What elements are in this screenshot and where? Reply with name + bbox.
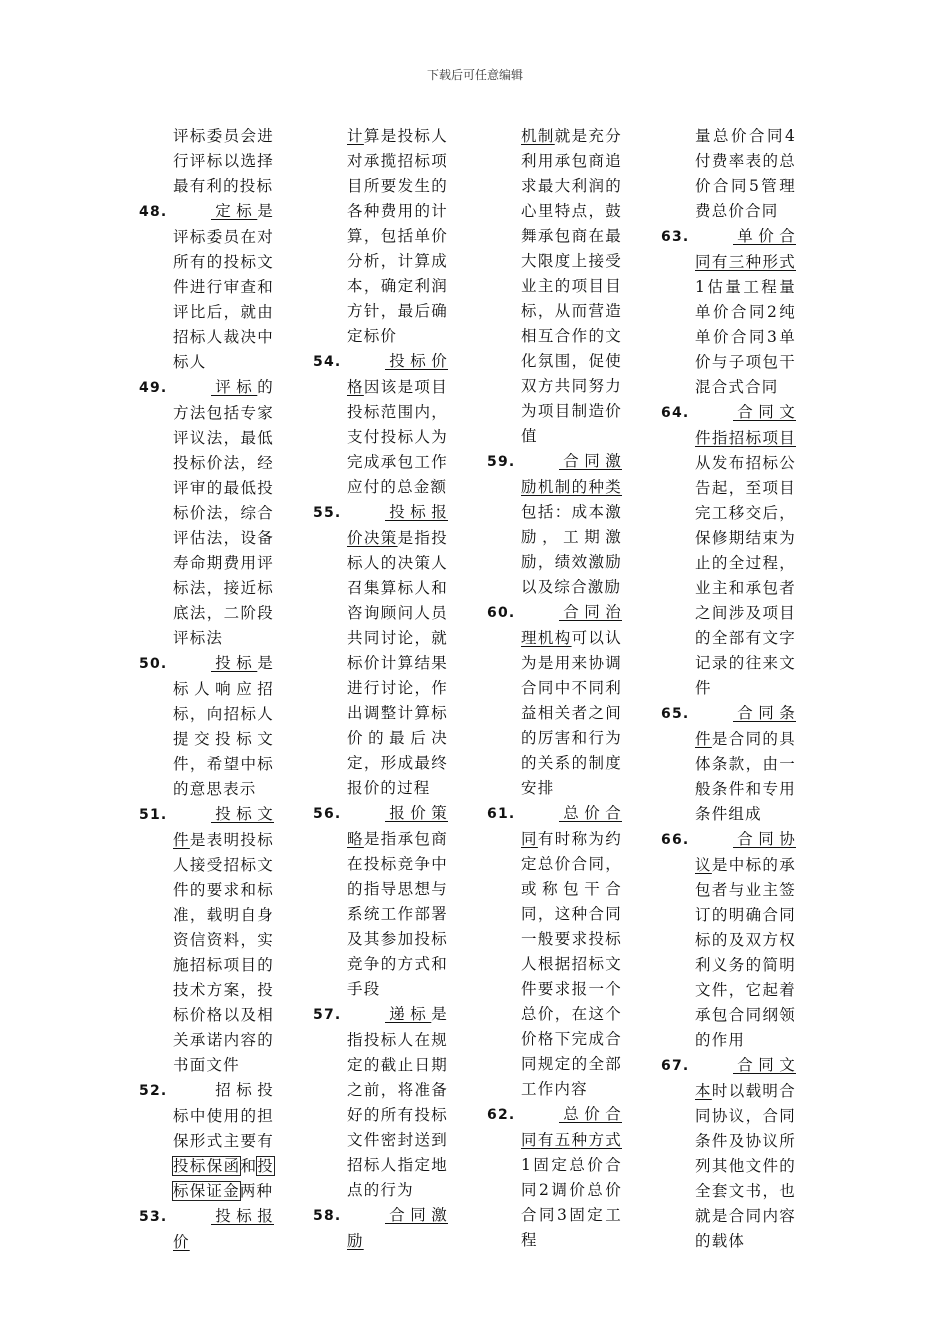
entry-term: 合同激励 — [347, 1206, 448, 1250]
entry-text: 是中标的承包者与业主签订的明确合同标的及双方权利义务的简明文件，它起着承包合同纲领的作用 — [695, 856, 796, 1049]
entry-47-continued: 评标委员会进行评标以选择最有利的投标 — [173, 127, 274, 195]
entry-49 — [139, 375, 274, 651]
entry-67 — [661, 1053, 796, 1254]
entry-number: 65. — [661, 706, 690, 722]
entry-text: 有时称为约定总价合同，或称包干合同，这种合同一般要求投标人根据招标文件要求报一个总价，在这个价格下完成合同规定的全部工作内容 — [521, 830, 622, 1098]
entry-number: 55. — [313, 505, 342, 521]
entry-66 — [661, 827, 796, 1053]
entry-term: 机制 — [521, 127, 555, 145]
entry-60 — [487, 600, 622, 801]
entry-term: 递标 — [385, 1005, 432, 1023]
entry-number: 48. — [139, 204, 168, 220]
entry-54 — [313, 349, 448, 500]
entry-number: 64. — [661, 405, 690, 421]
entry-number: 53. — [139, 1209, 168, 1225]
entry-53-continued — [313, 124, 448, 349]
entry-57 — [313, 1002, 448, 1203]
entry-50 — [139, 651, 274, 802]
entry-text: 和 — [240, 1157, 258, 1175]
entry-number: 50. — [139, 656, 168, 672]
entry-55 — [313, 500, 448, 801]
entry-48 — [139, 199, 274, 375]
entry-term: 合同文本 — [695, 1056, 796, 1100]
entry-number: 56. — [313, 806, 342, 822]
entry-text: 因该是项目投标范围内，支付投标人为完成承包工作应付的总金额 — [347, 378, 448, 496]
entry-term: 投标文件 — [173, 805, 274, 849]
column-2 — [313, 124, 448, 1254]
entry-text: 量总价合同4付费率表的总价合同5管理费总价合同 — [695, 127, 796, 220]
entry-text: 就是充分利用承包商追求最大利润的心里特点，鼓舞承包商在最大限度上接受业主的项目目标，从而营造相互合作的文化氛围，促使双方共同努力为项目制造价值 — [521, 127, 622, 445]
entry-62 — [487, 1102, 622, 1253]
entry-number: 62. — [487, 1107, 516, 1123]
entry-text: 包括：成本激励，工期激励，绩效激励以及综合激励 — [521, 503, 622, 596]
entry-text: 是标人响应招标，向招标人提交投标文件，希望中标的意思表示 — [173, 654, 274, 798]
entry-number: 51. — [139, 807, 168, 823]
entry-52 — [139, 1078, 274, 1204]
entry-term: 投标报价决策 — [347, 503, 448, 547]
entry-text: 是评标委员在对所有的投标文件进行审查和评比后，就由招标人裁决中标人 — [173, 202, 274, 371]
entry-65 — [661, 701, 796, 827]
entry-term-bid-deposit: 投标保证金 — [173, 1157, 274, 1200]
entry-64 — [661, 400, 796, 701]
entry-term: 单价合同有三种形式 — [695, 227, 796, 271]
entry-61 — [487, 801, 622, 1102]
entry-number: 49. — [139, 380, 168, 396]
entry-text: 时以载明合同协议，合同条件及协议所列其他文件的全套文书，也就是合同内容的载体 — [695, 1082, 796, 1250]
entry-text: 1估量工程量单价合同2纯单价合同3单价与子项包干混合式合同 — [695, 278, 796, 396]
entry-text: 从发布招标公告起，至项目完工移交后，保修期结束为止的全过程，业主和承包者之间涉及项目的全部有文字记录的往来文件 — [695, 454, 796, 697]
entry-number: 67. — [661, 1058, 690, 1074]
entry-text: 算是投标人对承揽招标项目所要发生的各种费用的计算，包括单价分析，计算成本，确定利润方针，最后确定标价 — [347, 127, 448, 345]
entry-term: 定标 — [211, 202, 258, 220]
entry-text: 是指投标人的决策人召集算标人和咨询顾问人员共同讨论，就标价计算结果进行讨论，作出调整计算标价的最后决定，形成最终报价的过程 — [347, 529, 448, 797]
entry-text: 是表明投标人接受招标文件的要求和标准，载明自身资信资料，实施招标项目的技术方案，投标价格以及相关承诺内容的书面文件 — [173, 831, 274, 1074]
entry-number: 57. — [313, 1007, 342, 1023]
entry-63 — [661, 224, 796, 400]
entry-term: 计 — [347, 127, 364, 145]
entry-term: 总价合同有五种方式 — [521, 1105, 622, 1149]
column-3 — [487, 124, 622, 1253]
entry-number: 66. — [661, 832, 690, 848]
entry-51 — [139, 802, 274, 1078]
column-1 — [139, 124, 274, 1255]
entry-56 — [313, 801, 448, 1002]
column-4 — [661, 124, 796, 1254]
entry-term: 投标价格 — [347, 352, 448, 396]
entry-term: 报价策略 — [347, 804, 448, 848]
entry-number: 63. — [661, 229, 690, 245]
entry-term: 投标 — [211, 654, 258, 672]
entry-term: 合同激励机制的种类 — [521, 452, 622, 496]
entry-term-bid-bond: 投标保函 — [173, 1157, 241, 1175]
entry-58-continued — [487, 124, 622, 449]
entry-text: 的方法包括专家评议法，最低投标价法，经评审的最低投标价法，综合评估法，设备寿命期费用评标法，接近标底法，二阶段评标法 — [173, 378, 274, 647]
entry-number: 58. — [313, 1208, 342, 1224]
entry-text: 1固定总价合同2调价总价合同3固定工程 — [521, 1156, 622, 1249]
entry-62-continued — [661, 124, 796, 224]
entry-59 — [487, 449, 622, 600]
entry-text: 是指投标人在规定的截止日期之前，将准备好的所有投标文件密封送到招标人指定地点的行为 — [347, 1005, 448, 1199]
entry-number: 54. — [313, 354, 342, 370]
entry-53 — [139, 1204, 274, 1255]
entry-term: 合同治理机构 — [521, 603, 622, 647]
entry-text: 是合同的具体条款，由一般条件和专用条件组成 — [695, 730, 796, 823]
entry-58 — [313, 1203, 448, 1254]
entry-text: 是指承包商在投标竞争中的指导思想与系统工作部署及其参加投标竞争的方式和手段 — [347, 830, 448, 998]
entry-term: 合同文件指招标项目 — [695, 403, 796, 447]
entry-number: 60. — [487, 605, 516, 621]
entry-number: 59. — [487, 454, 516, 470]
entry-term: 总价合同 — [521, 804, 622, 848]
entry-number: 52. — [139, 1083, 168, 1099]
entry-text: 招标投标中使用的担保形式主要有 — [173, 1081, 274, 1150]
entry-text: 可以认为是用来协调合同中不同利益相关者之间的厉害和行为的关系的制度安排 — [521, 629, 622, 797]
entry-term: 投标报价 — [173, 1207, 274, 1251]
entry-text: 两种 — [239, 1182, 274, 1200]
page-header: 下载后可任意编辑 — [426, 68, 523, 82]
entry-number: 61. — [487, 806, 516, 822]
entry-term: 评标 — [211, 378, 258, 396]
entry-term: 合同协议 — [695, 830, 796, 874]
entry-term: 合同条件 — [695, 704, 796, 748]
